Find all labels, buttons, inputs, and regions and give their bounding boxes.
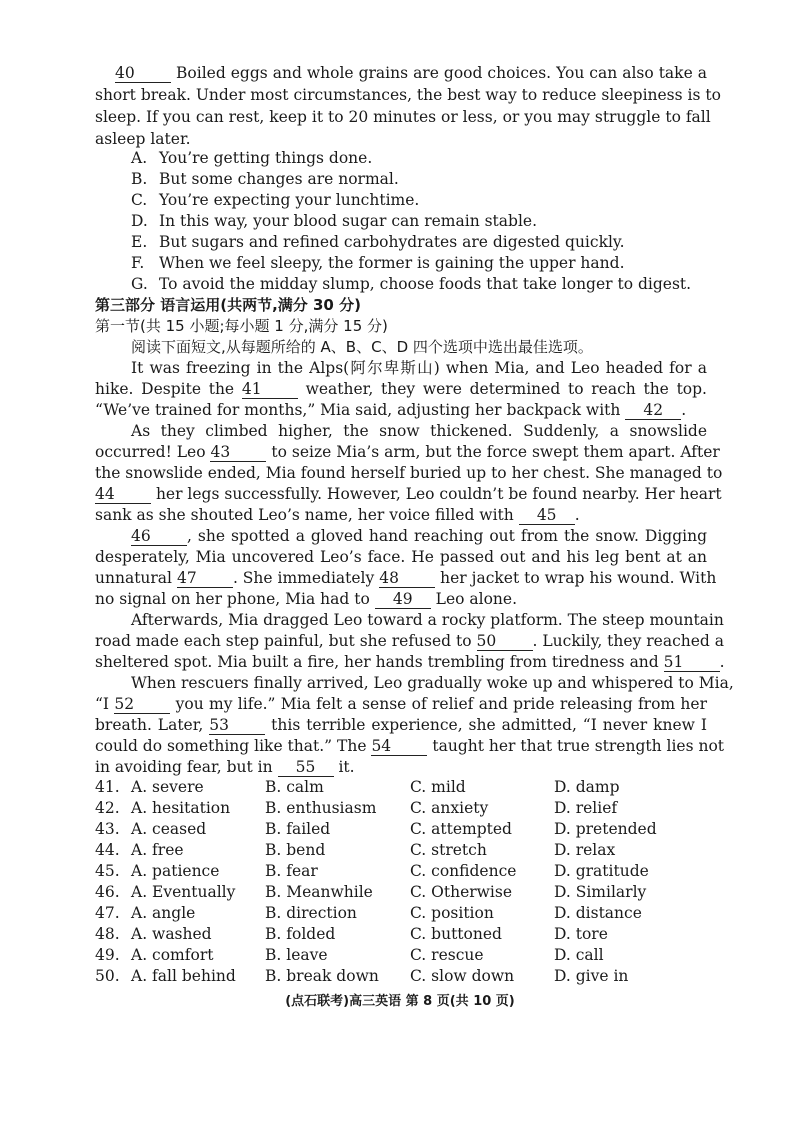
top-paragraph-line: asleep later. xyxy=(95,130,191,148)
top-paragraph-line: 40 Boiled eggs and whole grains are good choices. You can also take a xyxy=(115,64,707,82)
passage-line: the snowslide ended, Mia found herself buried up to her chest. She managed to xyxy=(95,464,723,482)
passage-line: 46 , she spotted a gloved hand reaching out from the snow. Digging xyxy=(131,527,707,545)
passage-line: It was freezing in the Alps(阿尔卑斯山) when Mia, and Leo headed for a xyxy=(131,359,707,377)
blank-51: 51 xyxy=(664,654,720,672)
question-row: 48. A. washed B. folded C. buttoned D. tore xyxy=(95,925,608,943)
page-footer: (点石联考)高三英语 第 8 页(共 10 页) xyxy=(285,994,515,1009)
passage-line: As they climbed higher, the snow thickened. Suddenly, a snowslide xyxy=(131,422,707,440)
section-heading: 第三部分 语言运用(共两节,满分 30 分) xyxy=(95,296,361,314)
option-g: G. To avoid the midday slump, choose foods that take longer to digest. xyxy=(131,275,692,293)
blank-44: 44 xyxy=(95,486,151,504)
option-f: F. When we feel sleepy, the former is gaining the upper hand. xyxy=(131,254,625,272)
passage-line: road made each step painful, but she refused to 50 . Luckily, they reached a xyxy=(95,632,725,650)
blank-54: 54 xyxy=(371,738,427,756)
option-a: A. You’re getting things done. xyxy=(131,149,373,167)
blank-47: 47 xyxy=(177,570,233,588)
blank-50: 50 xyxy=(477,633,533,651)
question-row: 45. A. patience B. fear C. confidence D. gratitude xyxy=(95,862,649,880)
passage-line: occurred! Leo 43 to seize Mia’s arm, but the force swept them apart. After xyxy=(95,443,720,461)
option-e: E. But sugars and refined carbohydrates are digested quickly. xyxy=(131,233,625,251)
blank-52: 52 xyxy=(114,696,170,714)
passage-line: could do something like that.” The 54 taught her that true strength lies not xyxy=(95,737,725,755)
question-row: 46. A. Eventually B. Meanwhile C. Otherwise D. Similarly xyxy=(95,883,647,901)
question-row: 47. A. angle B. direction C. position D. distance xyxy=(95,904,642,922)
passage-line: hike. Despite the 41 weather, they were determined to reach the top. xyxy=(95,380,707,398)
blank-43: 43 xyxy=(210,444,266,462)
option-b: B. But some changes are normal. xyxy=(131,170,399,188)
passage-line: 44 her legs successfully. However, Leo couldn’t be found nearby. Her heart xyxy=(95,485,722,503)
passage-line: sank as she shouted Leo’s name, her voice filled with 45 . xyxy=(95,506,580,524)
passage-line: in avoiding fear, but in 55 it. xyxy=(95,758,355,776)
blank-41: 41 xyxy=(242,381,298,399)
blank-55: 55 xyxy=(278,759,334,777)
blank-40: 40 xyxy=(115,65,171,83)
question-row: 49. A. comfort B. leave C. rescue D. call xyxy=(95,946,604,964)
passage-line: Afterwards, Mia dragged Leo toward a rocky platform. The steep mountain xyxy=(131,611,724,629)
blank-46: 46 xyxy=(131,528,187,546)
option-d: D. In this way, your blood sugar can remain stable. xyxy=(131,212,538,230)
top-paragraph-line: sleep. If you can rest, keep it to 20 minutes or less, or you may struggle to fall xyxy=(95,108,711,126)
passage-line: unnatural 47 . She immediately 48 her jacket to wrap his wound. With xyxy=(95,569,717,587)
question-row: 44. A. free B. bend C. stretch D. relax xyxy=(95,841,616,859)
passage-line: “I 52 you my life.” Mia felt a sense of relief and pride releasing from her xyxy=(95,695,707,713)
option-c: C. You’re expecting your lunchtime. xyxy=(131,191,420,209)
passage-line: no signal on her phone, Mia had to 49 Leo alone. xyxy=(95,590,518,608)
question-row: 42. A. hesitation B. enthusiasm C. anxiety D. relief xyxy=(95,799,618,817)
blank-42: 42 xyxy=(625,402,681,420)
passage-line: “We’ve trained for months,” Mia said, adjusting her backpack with 42 . xyxy=(95,401,687,419)
blank-45: 45 xyxy=(519,507,575,525)
instructions: 阅读下面短文,从每题所给的 A、B、C、D 四个选项中选出最佳选项。 xyxy=(131,338,593,356)
passage-line: breath. Later, 53 this terrible experience, she admitted, “I never knew I xyxy=(95,716,707,734)
passage-line: sheltered spot. Mia built a fire, her hands trembling from tiredness and 51 . xyxy=(95,653,725,671)
question-row: 50. A. fall behind B. break down C. slow down D. give in xyxy=(95,967,629,985)
question-row: 41. A. severe B. calm C. mild D. damp xyxy=(95,778,620,796)
top-paragraph-line: short break. Under most circumstances, the best way to reduce sleepiness is to xyxy=(95,86,721,104)
question-row: 43. A. ceased B. failed C. attempted D. pretended xyxy=(95,820,657,838)
subsection-heading: 第一节(共 15 小题;每小题 1 分,满分 15 分) xyxy=(95,317,388,335)
blank-49: 49 xyxy=(375,591,431,609)
passage-line: When rescuers finally arrived, Leo gradually woke up and whispered to Mia, xyxy=(131,674,734,692)
passage-line: desperately, Mia uncovered Leo’s face. He passed out and his leg bent at an xyxy=(95,548,707,566)
blank-48: 48 xyxy=(379,570,435,588)
blank-53: 53 xyxy=(209,717,265,735)
